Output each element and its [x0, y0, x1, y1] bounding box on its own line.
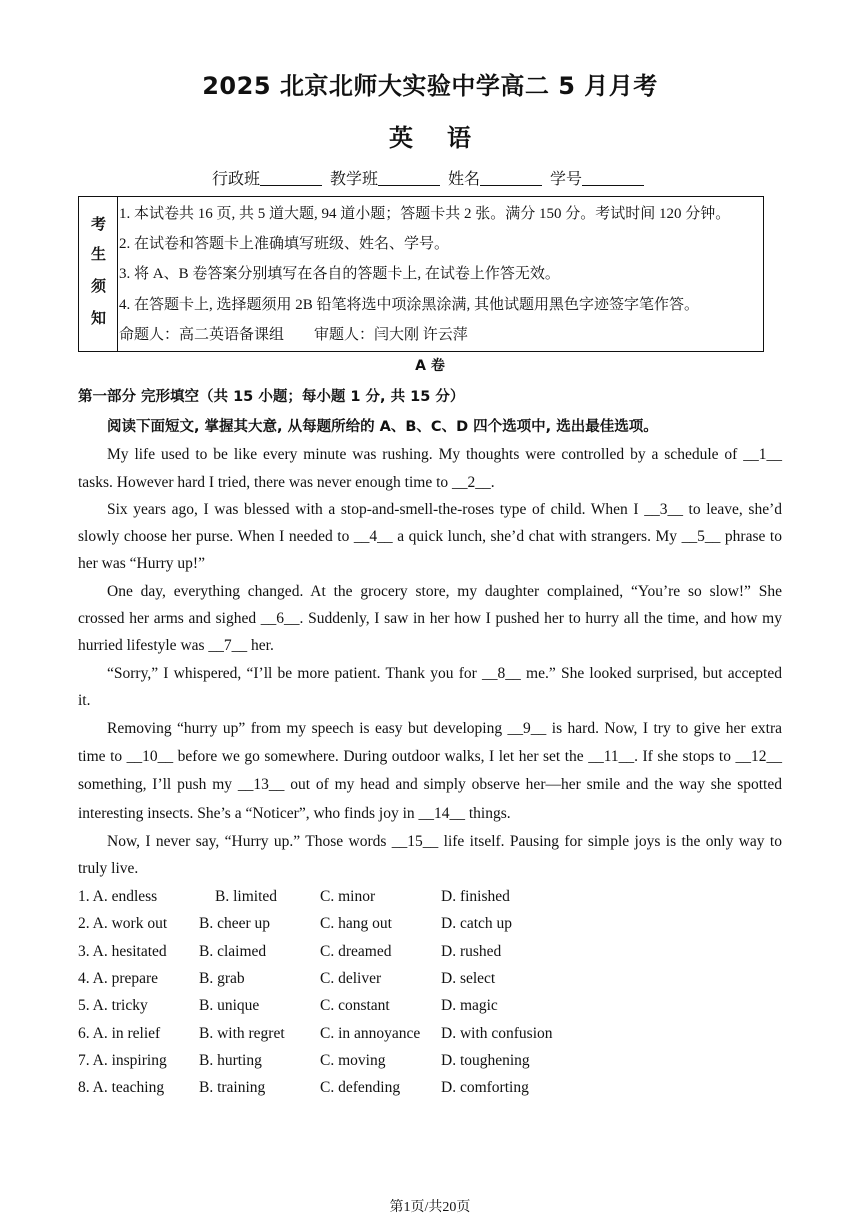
class-blank	[260, 171, 322, 186]
field-label-student-id: 学号	[550, 171, 583, 188]
part-title: 第一部分 完形填空（共 15 小题；每小题 1 分, 共 15 分）	[78, 389, 465, 405]
page-number: 第1页/共20页	[389, 1200, 471, 1215]
option-d: D. comforting	[441, 1079, 529, 1096]
subject-title: 英语	[389, 124, 505, 152]
option-d: D. rushed	[441, 943, 502, 960]
option-a: 5. A. tricky	[78, 997, 148, 1014]
passage-line: something, I’ll push my __13__ out of my head and simply observe her—her smile and the way she spotted	[78, 776, 782, 793]
option-b: B. training	[199, 1079, 266, 1096]
option-d: D. magic	[441, 997, 498, 1014]
instruction: 阅读下面短文, 掌握其大意, 从每题所给的 A、B、C、D 四个选项中, 选出最佳选项。	[107, 419, 658, 435]
passage-line: My life used to be like every minute was rushing. My thoughts were controlled by a schedule of __1__	[107, 446, 782, 463]
option-d: D. catch up	[441, 915, 513, 932]
passage-line: her was “Hurry up!”	[78, 555, 205, 572]
passage-line: One day, everything changed. At the grocery store, my daughter complained, “You’re so slow!” She	[107, 583, 782, 600]
notice-line: 2. 在试卷和答题卡上准确填写班级、姓名、学号。	[119, 236, 450, 252]
option-c: C. hang out	[320, 915, 392, 932]
option-c: C. minor	[320, 888, 376, 905]
passage-line: “Sorry,” I whispered, “I’ll be more patient. Thank you for __8__ me.” She looked surprised, but accepted	[107, 665, 782, 682]
option-c: C. constant	[320, 997, 390, 1014]
option-d: D. toughening	[441, 1052, 530, 1069]
notice-label-char: 考	[90, 215, 106, 233]
page-title: 2025 北京北师大实验中学高二 5 月月考	[202, 72, 658, 100]
option-c: C. dreamed	[320, 943, 392, 960]
option-a: 6. A. in relief	[78, 1025, 161, 1042]
option-c: C. in annoyance	[320, 1025, 421, 1042]
notice-line: 1. 本试卷共 16 页, 共 5 道大题, 94 道小题；答题卡共 2 张。满分 150 分。考试时间 120 分钟。	[119, 206, 731, 222]
option-d: D. select	[441, 970, 496, 987]
exam-notice-box	[78, 196, 764, 352]
option-b: B. cheer up	[199, 915, 271, 932]
field-label-name: 姓名	[448, 171, 481, 188]
field-label-class: 行政班	[211, 171, 260, 188]
option-a: 3. A. hesitated	[78, 943, 167, 960]
passage-line: slowly choose her purse. When I needed to __4__ a quick lunch, she’d chat with strangers. My __5__ phrase to	[78, 528, 782, 545]
option-b: B. limited	[215, 888, 277, 905]
notice-line: 3. 将 A、B 卷答案分别填写在各自的答题卡上, 在试卷上作答无效。	[119, 266, 560, 282]
option-a: 8. A. teaching	[78, 1079, 165, 1096]
passage-line: interesting insects. She’s a “Noticer”, who finds joy in __14__ things.	[78, 805, 511, 822]
option-a: 2. A. work out	[78, 915, 168, 932]
option-b: B. hurting	[199, 1052, 262, 1069]
option-a: 1. A. endless	[78, 888, 158, 905]
notice-line: 命题人：高二英语备课组 审题人：闫大刚 许云萍	[119, 327, 468, 343]
passage-line: truly live.	[78, 860, 139, 877]
option-c: C. moving	[320, 1052, 386, 1069]
option-c: C. defending	[320, 1079, 401, 1096]
option-b: B. grab	[199, 970, 245, 987]
option-b: B. claimed	[199, 943, 267, 960]
notice-label	[79, 197, 118, 351]
student-info-line	[0, 166, 860, 189]
notice-label-char: 生	[90, 245, 106, 263]
passage-line: Now, I never say, “Hurry up.” Those words __15__ life itself. Pausing for simple joys is the only way to	[107, 833, 782, 850]
notice-label-char: 须	[90, 277, 106, 295]
passage-line: hurried lifestyle was __7__ her.	[78, 637, 274, 654]
option-d: D. finished	[441, 888, 510, 905]
option-b: B. unique	[199, 997, 260, 1014]
teaching-class-blank	[378, 171, 440, 186]
section-label: A 卷	[415, 358, 445, 374]
option-a: 4. A. prepare	[78, 970, 159, 987]
passage-line: time to __10__ before we go somewhere. During outdoor walks, I let her set the __11__. If she stops to __12__	[78, 748, 782, 765]
option-a: 7. A. inspiring	[78, 1052, 167, 1069]
option-c: C. deliver	[320, 970, 382, 987]
passage-line: crossed her arms and sighed __6__. Suddenly, I saw in her how I pushed her to hurry all the time, and how my	[78, 610, 782, 627]
name-blank	[480, 171, 542, 186]
passage-line: it.	[78, 692, 91, 709]
passage-line: Removing “hurry up” from my speech is easy but developing __9__ is hard. Now, I try to give her extra	[107, 720, 782, 737]
option-b: B. with regret	[199, 1025, 285, 1042]
student-id-blank	[582, 171, 644, 186]
passage-line: Six years ago, I was blessed with a stop-and-smell-the-roses type of child. When I __3__ to leave, she’d	[107, 501, 782, 518]
field-label-teaching-class: 教学班	[329, 171, 378, 188]
notice-label-char: 知	[90, 309, 106, 327]
passage-line: tasks. However hard I tried, there was never enough time to __2__.	[78, 474, 495, 491]
notice-line: 4. 在答题卡上, 选择题须用 2B 铅笔将选中项涂黑涂满, 其他试题用黑色字迹签字笔作答。	[119, 297, 700, 313]
option-d: D. with confusion	[441, 1025, 553, 1042]
